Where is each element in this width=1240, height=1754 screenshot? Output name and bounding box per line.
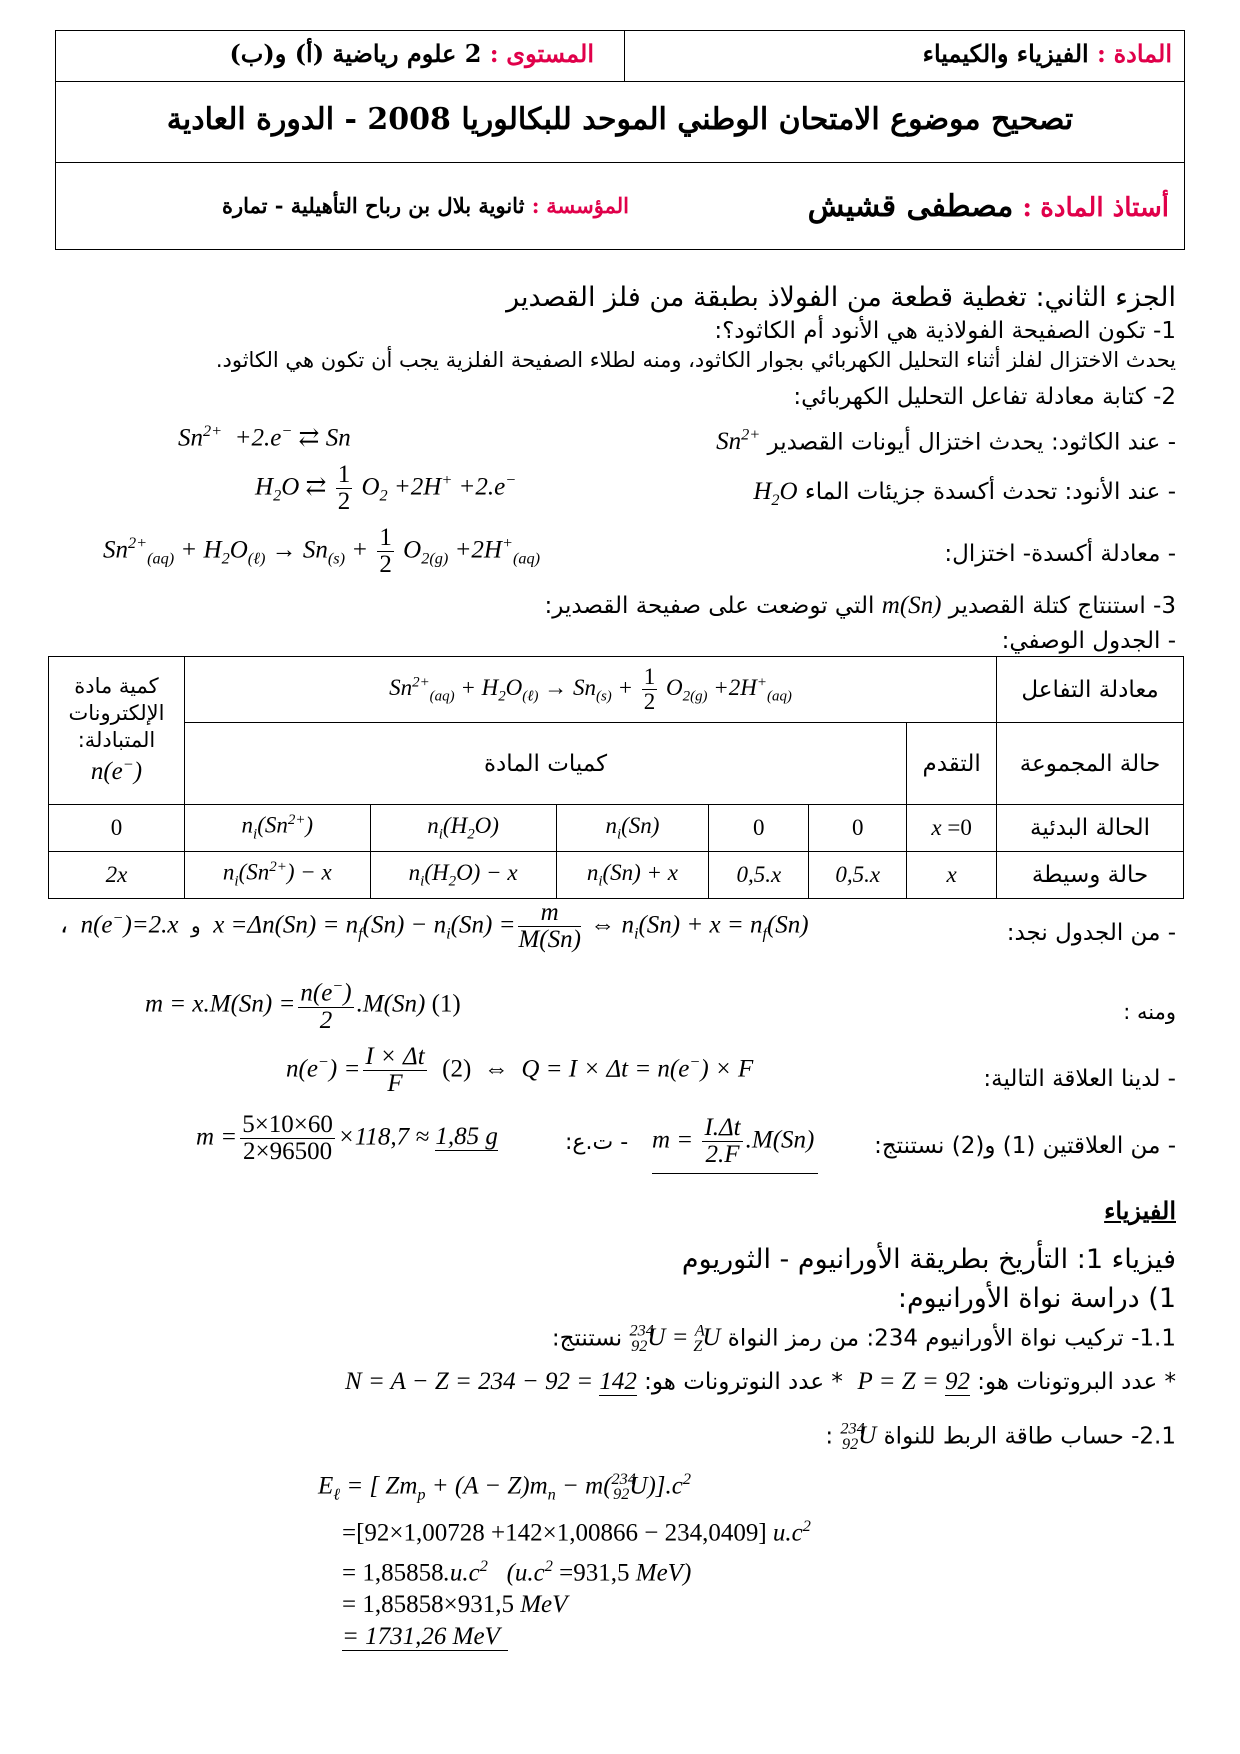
teacher-value: مصطفى قشيش: [807, 189, 1014, 224]
redox-label: - معادلة أكسدة- اختزال:: [944, 541, 1176, 567]
and-word: و: [191, 915, 201, 938]
cell-initial-electrons: 0: [49, 805, 185, 852]
electrons-label: كمية مادة الإلكترونات المتبادلة:: [68, 673, 165, 753]
binding-energy-calc: $E_\ell$ = [ $Zm_p + (A - Z)m_n - m(^{234}_{92}U)].c^2$ =[92×1,00728 +142×1,00866 − 234,0409] $u.c^2$ = $1,85858.u.c^2$ ($u.c^2 =931,5$ MeV) = 1,85858×931,5 MeV = 1731,26 MeV: [318, 1470, 811, 1650]
cell-inter-h: 0,5.x: [809, 852, 907, 899]
numeric-app-label: - ت.ع:: [565, 1130, 629, 1155]
table-equation: $Sn^{2+}_{(aq)} + H_2O_{(\ell)} \to Sn_{(s)}$ + $\frac{1}{2}$ $O_{2(g)} +2H^+_{(aq)}$: [184, 657, 996, 723]
school-label: المؤسسة: [546, 193, 629, 218]
q2: 2- كتابة معادلة تفاعل التحليل الكهربائي:: [793, 384, 1176, 410]
anode-equation: $H_2O$ ⇄ $\frac{1}{2}$ $O_2 +2H^+ +2.e^-$: [255, 461, 517, 516]
header-row-subject: [56, 31, 1184, 82]
school: المؤسسة : ثانوية بلال بن رباح التأهيلية - تمارة: [221, 193, 629, 218]
anode-text: - عند الأنود: تحدث أكسدة جزيئات الماء $H_2O$: [747, 478, 1176, 509]
header-row-title: [56, 82, 1184, 163]
cathode-equation: $Sn^{2+} +2.e^-$ ⇄ Sn: [178, 422, 351, 452]
advance-label: التقدم: [907, 723, 997, 805]
q11: 1.1- تركيب نواة الأورانيوم 234: من رمز النواة $^{234}_{92}$U = $^A_Z$U نستنتج:: [551, 1322, 1176, 1356]
uranium-study: 1) دراسة نواة الأورانيوم:: [897, 1283, 1176, 1314]
q1: 1- تكون الصفيحة الفولاذية هي الأنود أم الكاثود؟:: [714, 318, 1176, 344]
subject: المادة : الفيزياء والكيمياء: [922, 39, 1172, 68]
relation-label: - لدينا العلاقة التالية:: [983, 1066, 1176, 1092]
subject-label: المادة: [1113, 39, 1172, 68]
protons-value: 92: [944, 1368, 970, 1395]
header-row-teacher: [56, 163, 1184, 249]
from-relations-label: - من العلاقتين (1) و(2) نستنتج:: [874, 1133, 1176, 1159]
eq-label: معادلة التفاعل: [997, 657, 1184, 723]
q3-label: 3- استنتاج كتلة القصدير: [948, 593, 1176, 619]
table-row-initial: 0 $n_i(Sn^{2+})$ $n_i(H_2O)$ $n_i(Sn)$ 0 0 x =0 الحالة البدئية: [49, 805, 1184, 852]
cell-initial-o2: 0: [709, 805, 809, 852]
cell-inter-electrons: 2x: [49, 852, 185, 899]
protons-label: * عدد البروتونات هو:: [977, 1369, 1176, 1395]
header-box: [55, 30, 1185, 250]
page-title: تصحيح موضوع الامتحان الوطني الموحد للبكالوريا 2008 - الدورة العادية: [166, 102, 1074, 137]
level: المستوى : 2 علوم رياضية (أ) و(ب): [229, 39, 594, 68]
redox-equation: $Sn^{2+}_{(aq)} + H_2O_{(\ell)} \to Sn_{(s)}$ + $\frac{1}{2}$ $O_{2(g)} +2H^+_{(aq)}$: [103, 524, 541, 579]
part2-title: الجزء الثاني: تغطية قطعة من الفولاذ بطبقة من فلز القصدير: [506, 282, 1176, 313]
advancement-table: [48, 656, 1184, 899]
binding-energy-result: 1731,26 MeV: [365, 1622, 500, 1650]
teacher-label: أستاذ المادة: [1040, 193, 1169, 223]
quantities-label: كميات المادة: [184, 723, 906, 805]
q21-label: 2.1- حساب طاقة الربط للنواة: [883, 1423, 1176, 1450]
from-table-label: - من الجدول نجد:: [1006, 920, 1176, 946]
q11-label-b: نستنتج:: [551, 1325, 623, 1352]
final-formula: m = $\frac{I.\Delta t}{2.F}$ .M(Sn): [652, 1115, 818, 1174]
cell-inter-o2: 0,5.x: [709, 852, 809, 899]
relation-equation: n(e−) = $\frac{I \times \Delta t}{F}$ (2) ⇔ Q = I × Δt = n(e−) × F: [286, 1043, 754, 1098]
q21: 2.1- حساب طاقة الربط للنواة $^{234}_{92}$U :: [825, 1420, 1176, 1454]
electrons-header: كمية مادة الإلكترونات المتبادلة: n(e−): [49, 657, 185, 805]
cathode-label: - عند الكاثود: يحدث اختزال أيونات القصدير: [767, 429, 1176, 456]
from-table-equation: ، n(e−)=2.x و $x =\Delta n(Sn) = n_f(Sn) - n_i(Sn)$ = $\frac{m}{M(Sn)}$ ⇔ $n_i(Sn) + x = n_f(Sn)$: [60, 899, 809, 954]
level-label: المستوى: [506, 39, 594, 68]
cell-initial-h: 0: [809, 805, 907, 852]
table-intro: - الجدول الوصفي:: [1001, 628, 1176, 654]
state-label: حالة المجموعة: [997, 723, 1184, 805]
q11-label: 1.1- تركيب نواة الأورانيوم 234: من رمز النواة: [727, 1325, 1176, 1352]
a1: يحدث الاختزال لفلز أثناء التحليل الكهربائي بجوار الكاثود، ومنه لطلاء الصفيحة الفلزية يجب أن تكون هي الكاثود.: [215, 348, 1176, 372]
school-value: ثانوية بلال بن رباح التأهيلية - تمارة: [221, 193, 525, 218]
anode-label: - عند الأنود: تحدث أكسدة جزيئات الماء: [804, 479, 1176, 505]
numeric-result: m = $\frac{5\times 10\times 60}{2\times 96500}$ ×118,7 ≈ 1,85 g: [196, 1111, 498, 1166]
subject-value: الفيزياء والكيمياء: [922, 39, 1089, 68]
q3-label-b: التي توضعت على صفيحة القصدير:: [544, 593, 875, 619]
teacher: أستاذ المادة : مصطفى قشيش: [807, 189, 1169, 224]
neutrons-label: * عدد النوترونات هو:: [644, 1369, 843, 1395]
protons-line: * عدد البروتونات هو: P = Z = 92 * عدد النوترونات هو: N = A − Z = 234 − 92 = 142: [345, 1368, 1176, 1395]
neutrons-value: 142: [599, 1368, 637, 1395]
physics-heading: الفيزياء: [1104, 1196, 1176, 1225]
mass-formula-1: m = x.M(Sn) = $\frac{n(e^-)}{2}$ .M(Sn) (1): [145, 977, 461, 1034]
intermediate-label: حالة وسيطة: [997, 852, 1184, 899]
mass-result: 1,85 g: [435, 1123, 498, 1151]
table-row-intermediate: 2x $n_i(Sn^{2+}) - x$ $n_i(H_2O) - x$ $n_i(Sn) + x$ 0,5.x 0,5.x x حالة وسيطة: [49, 852, 1184, 899]
q3: 3- استنتاج كتلة القصدير m(Sn) التي توضعت على صفيحة القصدير:: [544, 592, 1176, 619]
level-value: 2 علوم رياضية (أ) و(ب): [229, 39, 482, 68]
hence-label: ومنه :: [1123, 1000, 1176, 1024]
physics-title: فيزياء 1: التأريخ بطريقة الأورانيوم - الثوريوم: [681, 1244, 1176, 1275]
initial-label: الحالة البدئية: [997, 805, 1184, 852]
cathode-text: - عند الكاثود: يحدث اختزال أيونات القصدير $Sn^{2+}$: [716, 426, 1176, 456]
